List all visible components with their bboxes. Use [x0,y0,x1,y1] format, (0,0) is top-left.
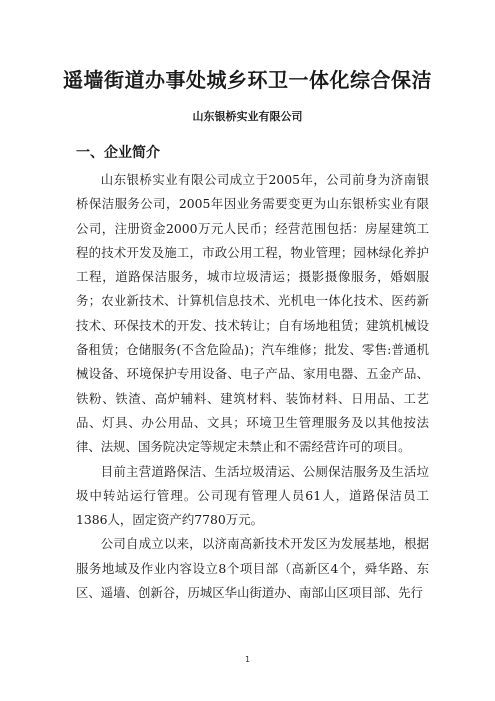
paragraph-2: 目前主营道路保洁、生活垃圾清运、公厕保洁服务及生活垃圾中转站运行管理。公司现有管理人员61人，道路保洁员工1386人，固定资产约7780万元。 [76,463,429,528]
paragraph-3: 公司自成立以来，以济南高新技术开发区为发展基地，根据服务地域及作业内容设立8个项目部（高新区4个，舜华路、东区、遥墙、创新谷，历城区华山街道办、南部山区项目部、先行 [76,536,429,601]
section-heading: 一、企业简介 [76,145,160,161]
paragraph-1: 山东银桥实业有限公司成立于2005年，公司前身为济南银桥保洁服务公司，2005年因业务需要变更为山东银桥实业有限公司，注册资金2000万元人民币；经营范围包括：房屋建筑工程的技术开发及施工，市政公用工程，物业管理；园林绿化养护工程，道路保洁服务，城市垃圾清运；摄影摄像服务，婚姻服务；农业新技术、计算机信息技术、光机电一体化技术、医药新技术、环保技术的开发、技术转让；自有场地租赁；建筑机械设备租赁；仓储服务(不含危险品)；汽车维修；批发、零售:普通机械设备、环境保护专用设备、电子产品、家用电器、五金产品、铁粉、铁渣、高炉辅料、建筑材料、装饰材料、日用品、工艺品、灯具、办公用品、文具；环境卫生管理服务及以其他按法律、法规、国务院决定等规定未禁止和不需经营许可的项目。 [76,172,429,455]
body-text [76,168,429,605]
page-number: 1 [244,655,251,664]
company-name: 山东银桥实业有限公司 [192,110,303,123]
document-title: 遥墙街道办事处城乡环卫一体化综合保洁 [63,68,432,92]
